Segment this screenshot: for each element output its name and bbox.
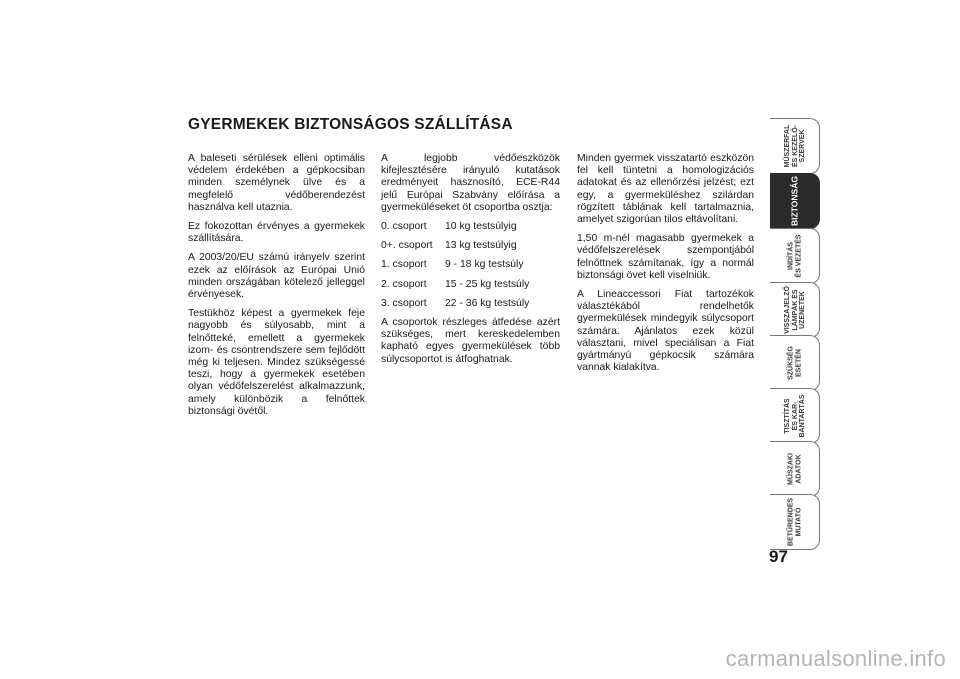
group-name: 3. csoport bbox=[381, 297, 427, 309]
paragraph: A baleseti sérülések elleni optimális védelem érdekében a gépkocsiban minden személynek ülve és a megfelelő védőberendezést használva kell utaznia. bbox=[188, 153, 365, 213]
text-column-1 bbox=[188, 153, 365, 425]
tab-label: TISZTÍTÁS ÉS KAR- BANTARTÁS bbox=[783, 394, 806, 438]
paragraph-outro: A csoportok részleges átfedése azért szükséges, mert kereskedelemben kapható egyes gyermekülések több súlycsoportot is átfoghatnak. bbox=[381, 317, 560, 365]
tab-label: MŰSZAKI ADATOK bbox=[787, 453, 802, 485]
tab-label: BETŰRENDES MUTATÓ bbox=[787, 497, 802, 547]
paragraph-intro: A legjobb védőeszközök kifejlesztésére irányuló kutatások eredményeit hasznosító, ECE-R44 jelű Európai Szabvány előírása a gyermeküléseket öt csoportba osztja: bbox=[381, 153, 560, 213]
watermark: carmanualsonline.info bbox=[725, 646, 946, 671]
group-range: 10 kg testsúlyig bbox=[445, 221, 517, 233]
tab-starting-driving[interactable] bbox=[770, 228, 820, 284]
tab-warning-lights[interactable] bbox=[770, 282, 820, 338]
group-row bbox=[381, 279, 560, 291]
group-name: 2. csoport bbox=[381, 278, 427, 290]
page-number: 97 bbox=[769, 547, 788, 566]
tab-instruments[interactable] bbox=[770, 118, 820, 174]
tab-label: BIZTONSÁG bbox=[788, 176, 799, 226]
group-row bbox=[381, 298, 560, 310]
tab-technical-data[interactable] bbox=[770, 441, 820, 497]
group-range: 15 - 25 kg testsúly bbox=[445, 278, 530, 290]
group-name: 1. csoport bbox=[381, 259, 427, 271]
group-range: 13 kg testsúlyig bbox=[445, 240, 517, 252]
tab-maintenance[interactable] bbox=[770, 388, 820, 444]
paragraph: Ez fokozottan érvényes a gyermekek szállítására. bbox=[188, 221, 365, 245]
page-title: GYERMEKEK BIZTONSÁGOS SZÁLLÍTÁSA bbox=[188, 116, 513, 133]
tab-safety[interactable] bbox=[770, 173, 820, 229]
paragraph: A 2003/20/EU számú irányelv szerint ezek az előírások az Európai Unió minden országában kötelező jelleggel érvényesek. bbox=[188, 252, 365, 301]
text-column-2 bbox=[381, 153, 560, 373]
tab-label: VISSZAJELZŐ LÁMPÁK ÉS ÜZENETEK bbox=[783, 286, 806, 334]
group-name: 0+. csoport bbox=[381, 240, 433, 252]
text-column-3 bbox=[577, 153, 754, 381]
paragraph: A Lineaccessori Fiat tartozékok választékából rendelhetők gyermekülések mindegyik súlycsoport számára. Ajánlatos ezek közül választani, mivel speciálisan a Fiat gyártmányú gépkocsik számára vannak kialakítva. bbox=[577, 289, 754, 374]
group-range: 9 - 18 kg testsúly bbox=[445, 259, 524, 271]
group-row bbox=[381, 259, 560, 271]
group-row bbox=[381, 221, 560, 233]
paragraph: Testükhöz képest a gyermekek feje nagyobb és súlyosabb, mint a felnőtteké, emellett a gyermekek izom- és csontrendszere sem fejlődött még ki teljesen. Mindez szükségessé teszi, hogy a gyermekek esetében olyan védőfelszerelést alkalmazzunk, amely különbözik a felnőttek biztonsági övétől. bbox=[188, 308, 365, 417]
tab-index[interactable] bbox=[770, 494, 820, 550]
group-row bbox=[381, 240, 560, 252]
tab-label: SZÜKSÉG ESETÉN bbox=[787, 346, 802, 380]
group-range: 22 - 36 kg testsúly bbox=[445, 297, 530, 309]
paragraph: 1,50 m-nél magasabb gyermekek a védőfelszerelések szempontjából felnőttnek számítanak, így a normál biztonsági övet kell viselniük. bbox=[577, 233, 754, 281]
group-name: 0. csoport bbox=[381, 221, 427, 233]
paragraph: Minden gyermek visszatartó eszközön fel kell tüntetni a homologizációs adatokat és az ellenőrzési jelzést; ezt egy, a gyermeküléshez szilárdan rögzített táblának kell tartalmaznia, amelyet szigorúan tilos eltávolítani. bbox=[577, 153, 754, 226]
tab-label: MŰSZERFAL ÉS KEZELŐ- SZERVEK bbox=[783, 124, 806, 168]
tab-emergency[interactable] bbox=[770, 335, 820, 391]
tab-label: INDÍTÁS ÉS VEZETÉS bbox=[787, 234, 802, 278]
